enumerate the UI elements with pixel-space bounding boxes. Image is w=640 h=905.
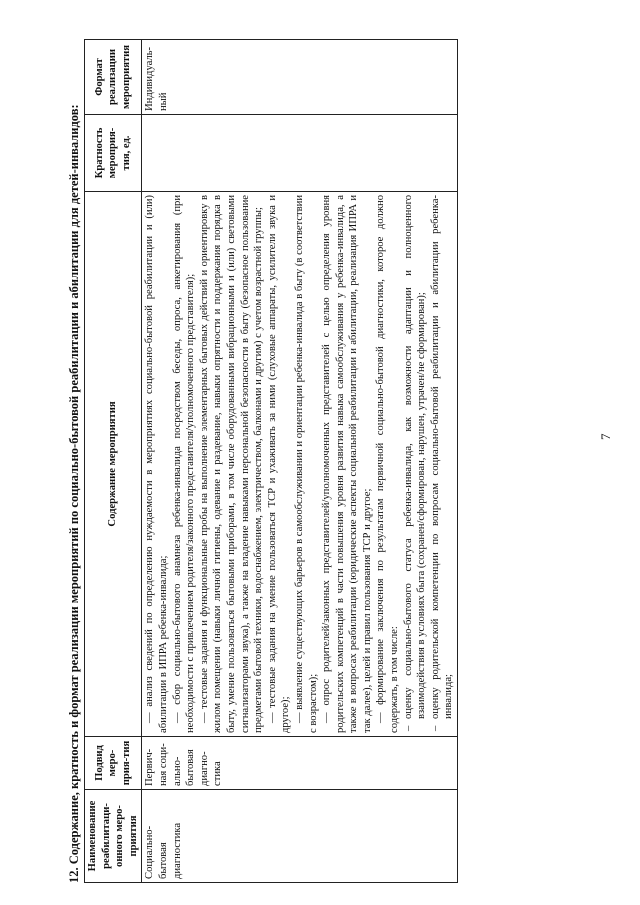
cell-name: Социально-бытовая диагностика — [142, 790, 458, 883]
content-subitem: – оценку социально-бытового статуса ребенка-инвалида, как возможности адаптации и полноценного взаимодействия в условиях быта (сохранен/сформирован, нарушен, утрачен/не сформирован); — [402, 195, 429, 733]
table-row — [142, 40, 458, 883]
content-item: — тестовые задания на умение пользоваться ТСР и ухаживать за ними (слуховые аппараты, усилители звука и другое); — [266, 195, 292, 733]
header-name: Наименование реабилитаци-онного меро-приятия — [85, 790, 142, 883]
content-item: — формирование заключения по результатам первичной социально-бытовой диагностики, которое должно содержать, в том числе: — [375, 195, 401, 733]
section-title: 12. Содержание, кратность и формат реализации мероприятий по социально-бытовой реабилитации и абилитации для детей-инвалидов: — [67, 104, 81, 883]
content-item: — выявление существующих барьеров в самообслуживании и ориентации ребенка-инвалида в быту (в соответствии с возрастом); — [293, 195, 319, 733]
cell-content — [142, 192, 458, 737]
header-format: Формат реализации мероприятия — [85, 40, 142, 115]
rehabilitation-table — [84, 39, 458, 883]
header-frequency: Кратность мероприя-тия, ед. — [85, 115, 142, 192]
header-content: Содержание мероприятия — [85, 192, 142, 737]
cell-format: Индивидуаль-ный — [142, 40, 458, 115]
page-number: 7 — [598, 433, 613, 440]
content-item: — анализ сведений по определению нуждаемости в мероприятиях социально-бытовой реабилитации и (или) абилитации в ИПРА ребенка-инвалида; — [144, 195, 169, 733]
document-sheet — [66, 47, 626, 887]
cell-frequency — [142, 115, 458, 192]
content-subitem: – оценку родительской компетенции по вопросам социально-бытовой реабилитации и абилитации ребенка-инвалида; — [429, 195, 456, 733]
header-subtype: Подвид меро-прия-тия — [85, 737, 142, 790]
content-item: — опрос родителей/законных представителей/уполномоченных представителей с целью определения уровня родительских компетенций в части повышения уровня развития навыка самообслуживания у ребенка-инвалида, а также в вопросах реабилитации (юридические аспекты социальной реабилитации и абилитации, реализация ИПРА и так далее), целей и правил пользования ТСР и другое; — [321, 195, 373, 733]
content-item: — сбор социально-бытового анамнеза ребенка-инвалида посредством беседы, опроса, анкетирования (при необходимости с привлечением родителя/законного представителя/уполномоченного представителя); — [171, 195, 197, 733]
table-header-row — [85, 40, 142, 883]
content-item: — тестовые задания и функциональные пробы на выполнение элементарных бытовых действий и ориентировку в жилом помещении (навыки личной гигиены, одевание и раздевание, навыки опрятности и поддержания порядка в быту, умение пользоваться бытовыми приборами, в том числе оборудованными вибрационными и (или) световыми сигнализаторами звука), а также на владение навыками персональной безопасности в быту (безопасное пользование предметами бытовой техники, водоснабжением, электричеством, балконами и другим) с учетом возрастной группы; — [198, 195, 265, 733]
cell-subtype: Первич-ная соци-ально-бытовая диагно-стика — [142, 737, 458, 790]
